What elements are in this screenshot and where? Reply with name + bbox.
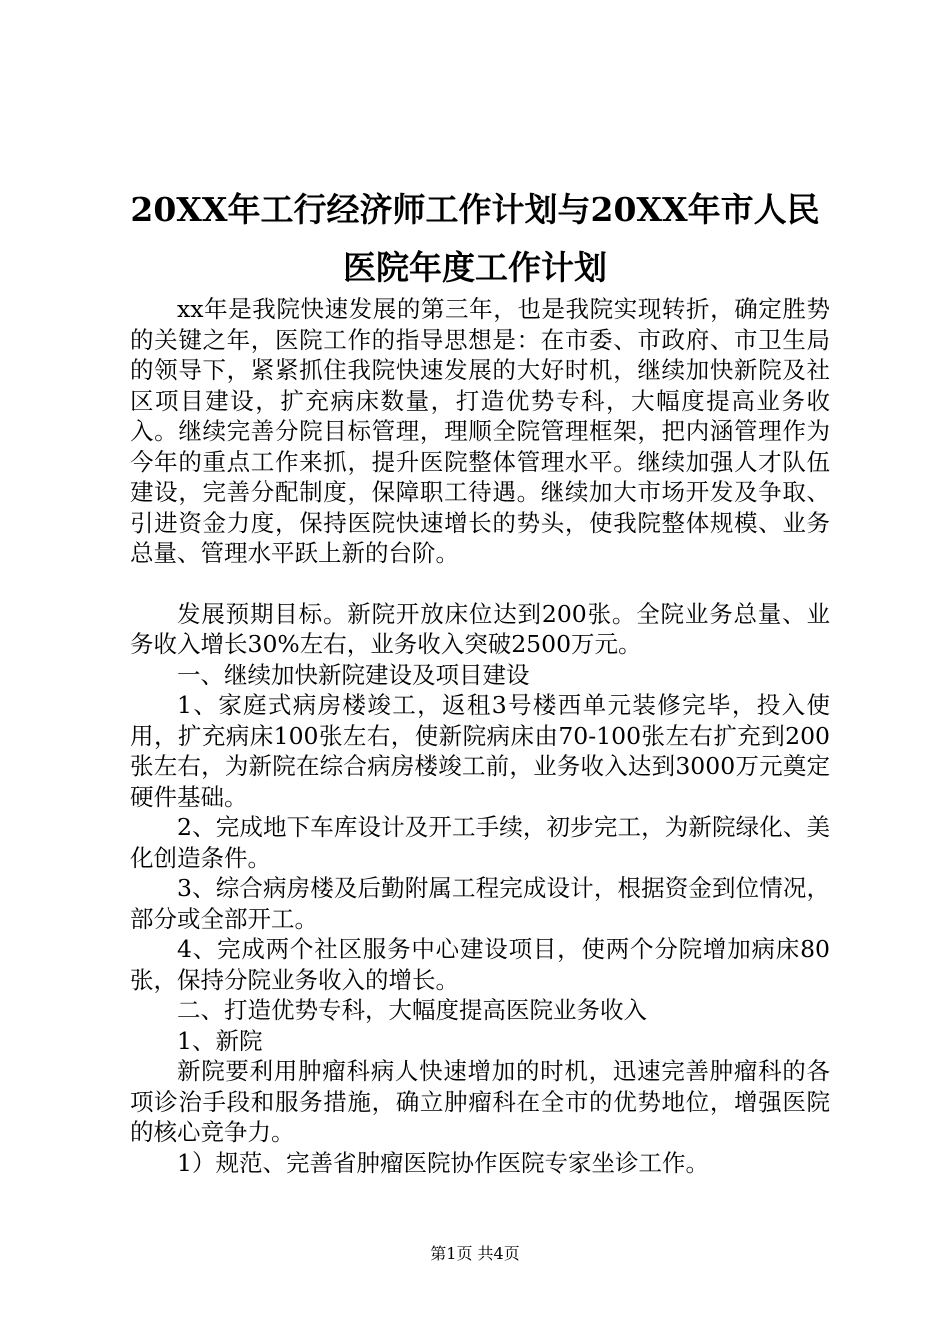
list-item: 1）规范、完善省肿瘤医院协作医院专家坐诊工作。 <box>177 1148 709 1177</box>
page-footer: 第1页 共4页 <box>430 1244 520 1263</box>
list-item: 4、完成两个社区服务中心建设项目，使两个分院增加病床80张，保持分院业务收入的增长。 <box>130 935 830 994</box>
document-title-line-1: 20XX年工行经济师工作计划与20XX年市人民 <box>130 190 820 229</box>
paragraph-intro: xx年是我院快速发展的第三年，也是我院实现转折，确定胜势的关键之年，医院工作的指导思想是：在市委、市政府、市卫生局的领导下，紧紧抓住我院快速发展的大好时机，继续加快新院及社区项目建设，扩充病床数量，打造优势专科，大幅度提高业务收入。继续完善分院目标管理，理顺全院管理框架，把内涵管理作为今年的重点工作来抓，提升医院整体管理水平。继续加强人才队伍建设，完善分配制度，保障职工待遇。继续加大市场开发及争取、引进资金力度，保持医院快速增长的势头，使我院整体规模、业务总量、管理水平跃上新的台阶。 <box>130 295 830 567</box>
document-title-line-2: 医院年度工作计划 <box>343 248 607 287</box>
list-item: 1、家庭式病房楼竣工，返租3号楼西单元装修完毕，投入使用，扩充病床100张左右，使新院病床由70-100张左右扩充到200张左右，为新院在综合病房楼竣工前，业务收入达到3000万元奠定硬件基础。 <box>130 691 830 811</box>
paragraph: 新院要利用肿瘤科病人快速增加的时机，迅速完善肿瘤科的各项诊治手段和服务措施，确立肿瘤科在全市的优势地位，增强医院的核心竞争力。 <box>130 1057 830 1146</box>
section-heading-2: 二、打造优势专科，大幅度提高医院业务收入 <box>177 996 647 1024</box>
document-body <box>130 294 830 1178</box>
subsection-heading: 1、新院 <box>177 1026 263 1055</box>
section-heading-1: 一、继续加快新院建设及项目建设 <box>177 660 530 689</box>
paragraph-goals: 发展预期目标。新院开放床位达到200张。全院业务总量、业务收入增长30%左右，业务收入突破2500万元。 <box>130 599 830 658</box>
list-item: 3、综合病房楼及后勤附属工程完成设计，根据资金到位情况，部分或全部开工。 <box>130 874 830 933</box>
list-item: 2、完成地下车库设计及开工手续，初步完工，为新院绿化、美化创造条件。 <box>130 813 830 872</box>
